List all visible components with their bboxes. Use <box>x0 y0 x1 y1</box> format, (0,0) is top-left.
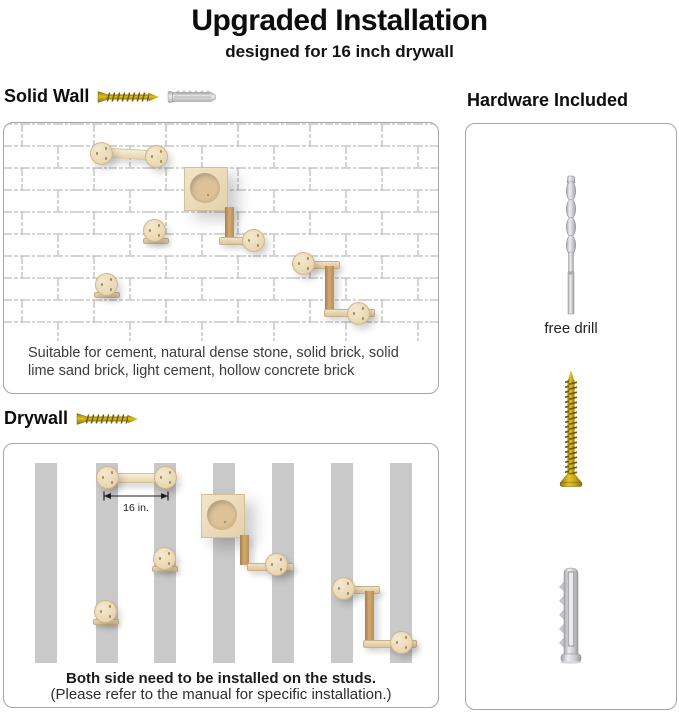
caption-line: lime sand brick, light cement, hollow concrete brick <box>28 362 355 379</box>
drill-bit-icon <box>563 174 579 316</box>
free-drill-label: free drill <box>544 320 598 337</box>
wall-anchor-icon <box>556 566 586 664</box>
drywall-heading: Drywall <box>4 408 69 428</box>
mounting-plate <box>242 229 265 252</box>
caption-line: Suitable for cement, natural dense stone, solid brick, solid <box>28 345 399 361</box>
mounting-plate <box>154 466 177 489</box>
drywall-note-bold: Both side need to be installed on the studs. <box>65 670 377 687</box>
drywall-illustration <box>3 443 439 708</box>
hardware-heading: Hardware Included <box>467 90 629 110</box>
wood-post <box>365 591 374 643</box>
wood-post <box>240 535 249 565</box>
screw-icon <box>96 90 160 104</box>
mounting-plate <box>390 631 413 654</box>
mounting-plate <box>143 219 166 242</box>
drywall-note <box>4 670 438 703</box>
drywall-note-regular: (Please refer to the manual for specific installation.) <box>50 686 392 703</box>
mounting-plate <box>96 466 119 489</box>
mounting-plate <box>153 547 176 570</box>
stud-stripe <box>331 463 353 663</box>
screw-icon <box>75 412 139 426</box>
mounting-plate <box>347 302 370 325</box>
wood-post <box>225 207 234 240</box>
hardware-panel <box>465 123 677 710</box>
mounting-plate <box>265 553 288 576</box>
wood-post <box>325 266 334 311</box>
solid-wall-illustration <box>3 122 439 394</box>
dimension-label: 16 in. <box>123 502 149 514</box>
cube-hole-icon <box>207 500 237 530</box>
wall-anchor-icon <box>167 89 219 105</box>
mounting-plate <box>95 273 118 296</box>
dimension-arrow <box>103 491 169 501</box>
cat-cube <box>201 494 245 538</box>
mounting-plate <box>145 145 168 168</box>
stud-stripe <box>213 463 235 663</box>
cube-hole-icon <box>190 173 220 203</box>
solid-wall-heading: Solid Wall <box>4 86 90 106</box>
mounting-plate <box>94 600 117 623</box>
stud-stripe <box>35 463 57 663</box>
page-subtitle: designed for 16 inch drywall <box>225 42 454 61</box>
cat-cube <box>184 167 228 211</box>
mounting-plate <box>90 142 113 165</box>
page-title: Upgraded Installation <box>191 4 488 37</box>
screw-icon <box>557 370 585 492</box>
mounting-plate <box>292 252 315 275</box>
mounting-plate <box>332 577 355 600</box>
solid-wall-caption <box>28 345 430 380</box>
